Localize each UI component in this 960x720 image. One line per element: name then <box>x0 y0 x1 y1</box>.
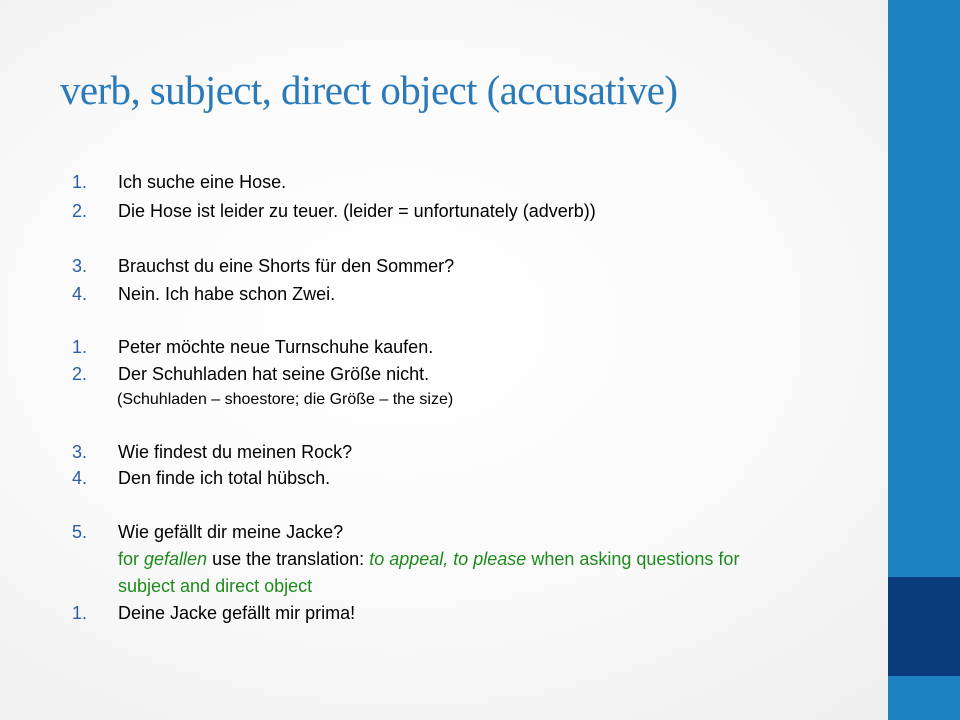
translation-note-part: when asking questions for <box>526 549 740 569</box>
list-number: 3. <box>72 442 88 462</box>
vocab-note: (Schuhladen – shoestore; die Größe – the size) <box>117 391 454 408</box>
list-item: Wie gefällt dir meine Jacke? <box>118 522 344 542</box>
list-item: Peter möchte neue Turnschuhe kaufen. <box>118 337 434 357</box>
translation-note <box>118 549 739 570</box>
list-number: 1. <box>72 337 88 357</box>
list-number: 2. <box>72 364 88 384</box>
list-number: 4. <box>72 284 88 304</box>
translation-note-meaning: to appeal, to please <box>369 549 527 569</box>
list-number: 4. <box>72 468 88 488</box>
list-item: Der Schuhladen hat seine Größe nicht. <box>118 364 430 384</box>
list-item: Die Hose ist leider zu teuer. (leider = unfortunately (adverb)) <box>118 201 596 221</box>
list-number: 3. <box>72 256 88 276</box>
translation-note-line2: subject and direct object <box>118 576 313 596</box>
list-item: Den finde ich total hübsch. <box>118 468 331 488</box>
list-item: Ich suche eine Hose. <box>118 172 287 192</box>
list-item: Brauchst du eine Shorts für den Sommer? <box>118 256 455 276</box>
list-number: 1. <box>72 603 88 623</box>
list-number: 5. <box>72 522 88 542</box>
translation-note-verb: gefallen <box>144 549 208 569</box>
list-item: Nein. Ich habe schon Zwei. <box>118 284 336 304</box>
translation-note-part: for <box>118 549 145 569</box>
list-item: Deine Jacke gefällt mir prima! <box>118 603 356 623</box>
translation-note-part: use the translation: <box>207 549 370 569</box>
side-accent-block <box>888 577 960 676</box>
list-number: 2. <box>72 201 88 221</box>
slide-title: verb, subject, direct object (accusative) <box>60 67 678 113</box>
list-item: Wie findest du meinen Rock? <box>118 442 353 462</box>
list-number: 1. <box>72 172 88 192</box>
